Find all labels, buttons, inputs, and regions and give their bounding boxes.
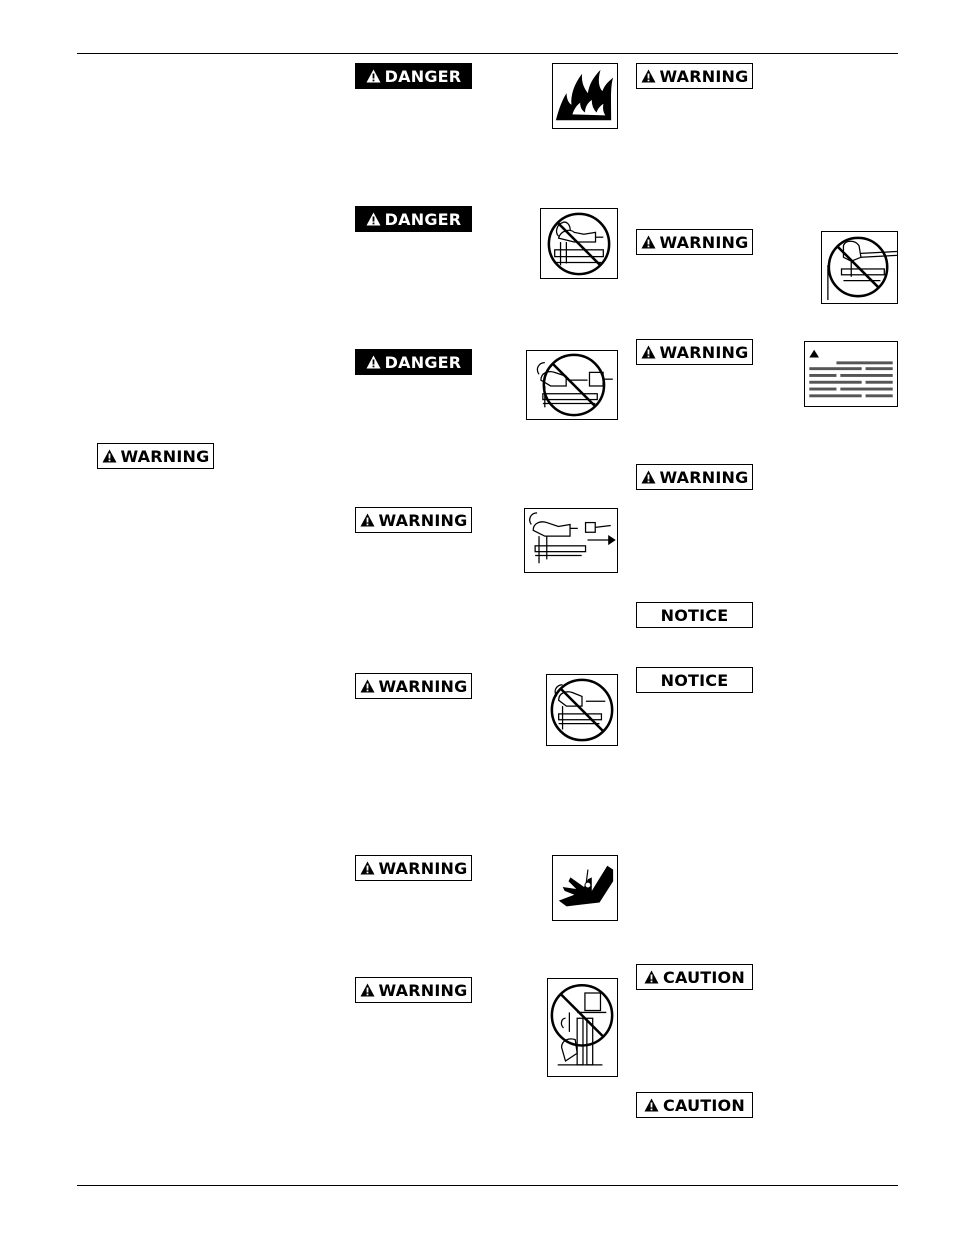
warning-label: WARNING xyxy=(97,443,214,469)
warning-label: WARNING xyxy=(355,507,472,533)
alert-triangle-icon xyxy=(641,345,656,359)
warning-label: WARNING xyxy=(636,464,753,490)
warning-label: WARNING xyxy=(355,977,472,1003)
alert-triangle-icon xyxy=(641,470,656,484)
notice-label: NOTICE xyxy=(636,602,753,628)
danger-label: DANGER xyxy=(355,63,472,89)
alert-triangle-icon xyxy=(360,679,375,693)
no-upright-nailer-icon xyxy=(547,978,618,1077)
warning-label: WARNING xyxy=(355,855,472,881)
warning-label: WARNING xyxy=(636,339,753,365)
alert-triangle-icon xyxy=(366,355,381,369)
danger-label: DANGER xyxy=(355,349,472,375)
warning-label: WARNING xyxy=(636,229,753,255)
no-hand-on-trigger-icon xyxy=(540,208,618,279)
top-rule xyxy=(77,53,898,54)
warning-label: WARNING xyxy=(636,63,753,89)
bottom-rule xyxy=(77,1185,898,1186)
caution-label: CAUTION xyxy=(636,1092,753,1118)
warning-label: WARNING xyxy=(355,673,472,699)
no-nailer-pointing-icon xyxy=(546,674,618,746)
disconnect-air-icon xyxy=(524,508,618,573)
safety-label-icon xyxy=(804,341,898,407)
notice-label: NOTICE xyxy=(636,667,753,693)
alert-triangle-icon xyxy=(360,861,375,875)
alert-triangle-icon xyxy=(641,235,656,249)
alert-triangle-icon xyxy=(641,69,656,83)
no-disconnect-air-icon xyxy=(526,350,618,420)
alert-triangle-icon xyxy=(366,69,381,83)
caution-label: CAUTION xyxy=(636,964,753,990)
hand-injury-icon xyxy=(552,855,618,921)
alert-triangle-icon xyxy=(644,970,659,984)
no-carry-nailer-icon xyxy=(821,231,898,304)
alert-triangle-icon xyxy=(644,1098,659,1112)
alert-triangle-icon xyxy=(360,513,375,527)
alert-triangle-icon xyxy=(360,983,375,997)
danger-label: DANGER xyxy=(355,206,472,232)
alert-triangle-icon xyxy=(102,449,117,463)
fire-icon xyxy=(552,63,618,129)
alert-triangle-icon xyxy=(366,212,381,226)
